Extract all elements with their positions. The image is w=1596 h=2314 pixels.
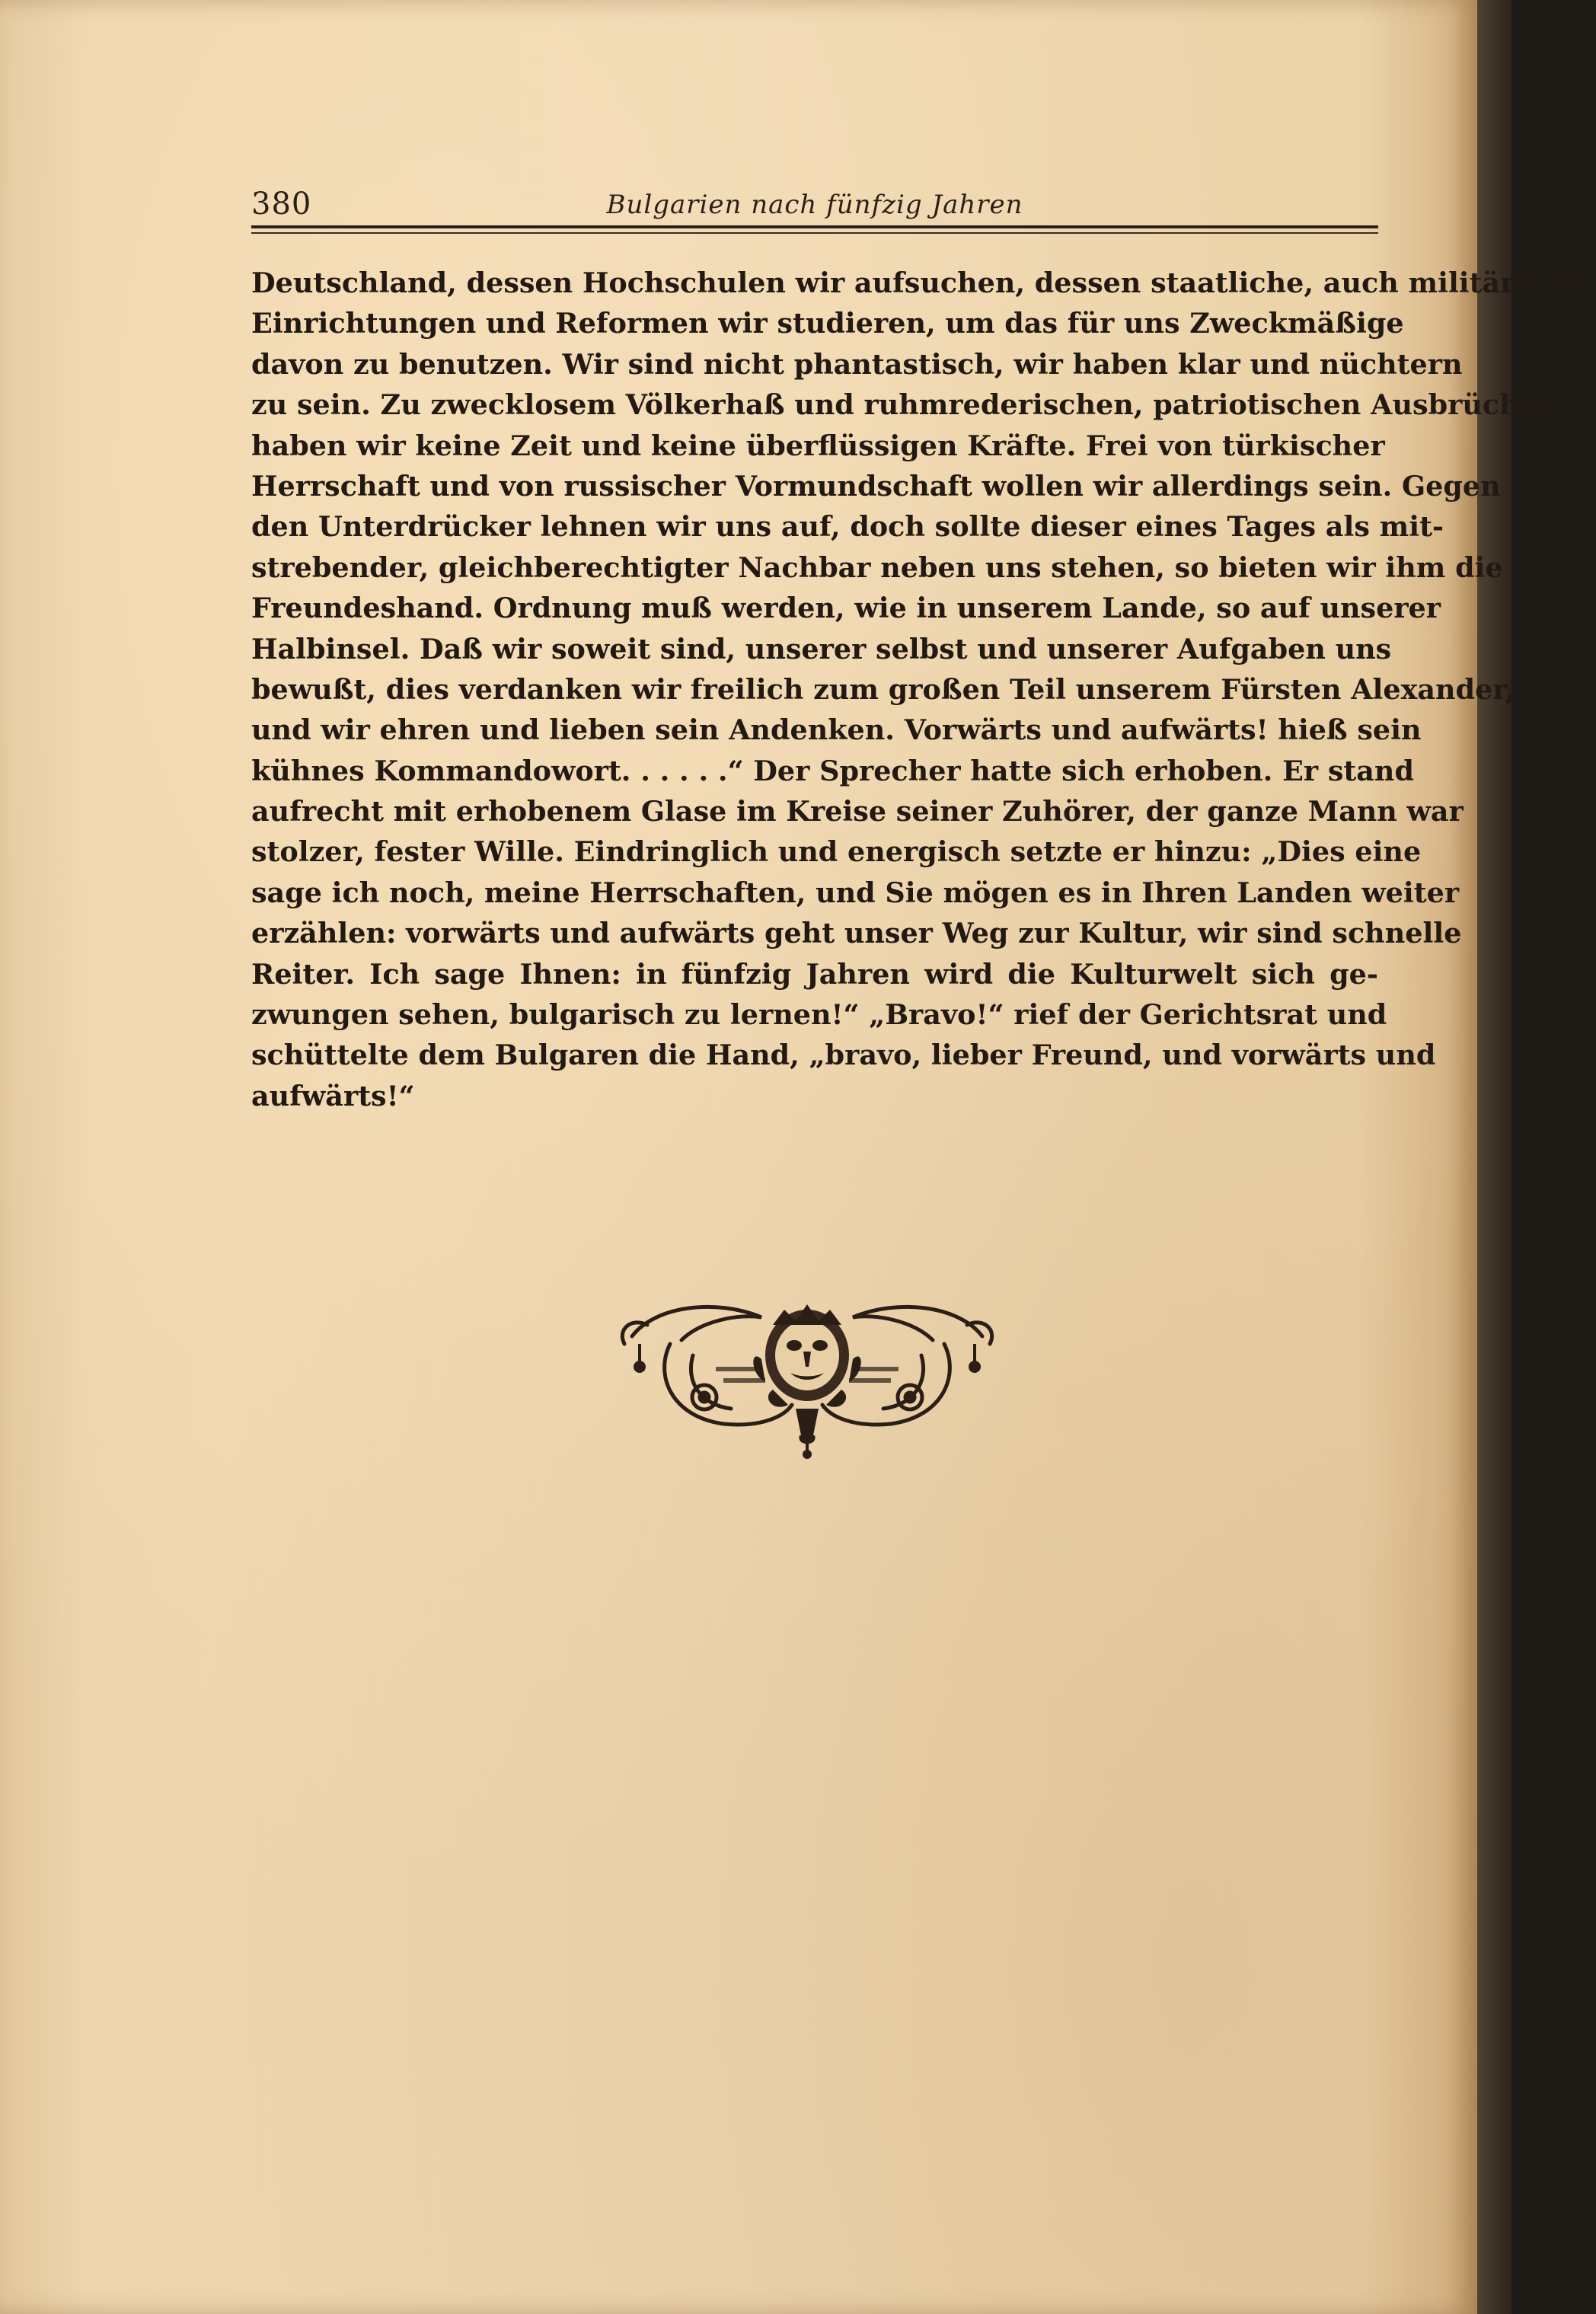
text-line: Deutschland, dessen Hochschulen wir aufsuchen, dessen staatliche, auch militärische [251, 267, 1596, 299]
text-line: haben wir keine Zeit und keine überflüssigen Kräfte. Frei von türkischer [251, 429, 1385, 462]
text-line: davon zu benutzen. Wir sind nicht phantastisch, wir haben klar und nüchtern [251, 347, 1463, 381]
text-line: erzählen: vorwärts und aufwärts geht unser Weg zur Kultur, wir sind schnelle [251, 917, 1462, 950]
header-rule-thick [251, 225, 1378, 228]
text-line: zu sein. Zu zwecklosem Völkerhaß und ruhmrederischen, patriotischen Ausbrüchen [251, 388, 1558, 422]
text-line: stolzer, fester Wille. Eindringlich und energisch setzte er hinzu: „Dies eine [251, 835, 1422, 869]
text-line: den Unterdrücker lehnen wir uns auf, doch sollte dieser eines Tages als mit- [251, 510, 1444, 544]
page-header [251, 187, 1378, 225]
text-line: Herrschaft und von russischer Vormundschaft wollen wir allerdings sein. Gegen [251, 469, 1501, 503]
text-line: kühnes Kommandowort. . . . . .“ Der Sprecher hatte sich erhoben. Er stand [251, 754, 1414, 787]
text-line: Reiter. Ich sage Ihnen: in fünfzig Jahren wird die Kulturwelt sich ge- [251, 957, 1378, 991]
text-line: Halbinsel. Daß wir soweit sind, unserer selbst und unserer Aufgaben uns [251, 632, 1392, 665]
text-line: aufwärts!“ [251, 1079, 415, 1112]
text-line: aufrecht mit erhobenem Glase im Kreise seiner Zuhörer, der ganze Mann war [251, 795, 1464, 828]
text-line: schüttelte dem Bulgaren die Hand, „bravo, lieber Freund, und vorwärts und [251, 1039, 1436, 1072]
text-line: zwungen sehen, bulgarisch zu lernen!“ „Bravo!“ rief der Gerichtsrat und [251, 998, 1387, 1032]
text-line: Einrichtungen und Reformen wir studieren, um das für uns Zweckmäßige [251, 307, 1404, 340]
header-rule-thin [251, 232, 1378, 234]
page-number: 380 [251, 187, 312, 222]
text-line: sage ich noch, meine Herrschaften, und Sie mögen es in Ihren Landen weiter [251, 876, 1460, 909]
text-line: bewußt, dies verdanken wir freilich zum großen Teil unserem Fürsten Alexander, [251, 672, 1515, 706]
text-line: und wir ehren und lieben sein Andenken. Vorwärts und aufwärts! hieß sein [251, 713, 1422, 747]
text-line: Freundeshand. Ordnung muß werden, wie in unserem Lande, so auf unserer [251, 592, 1441, 625]
baroque-mask-vignette-icon [609, 1283, 1005, 1466]
body-paragraph [251, 263, 1596, 1116]
running-title: Bulgarien nach fünfzig Jahren [606, 190, 1023, 220]
text-line: strebender, gleichberechtigter Nachbar neben uns stehen, so bieten wir ihm die [251, 551, 1503, 584]
